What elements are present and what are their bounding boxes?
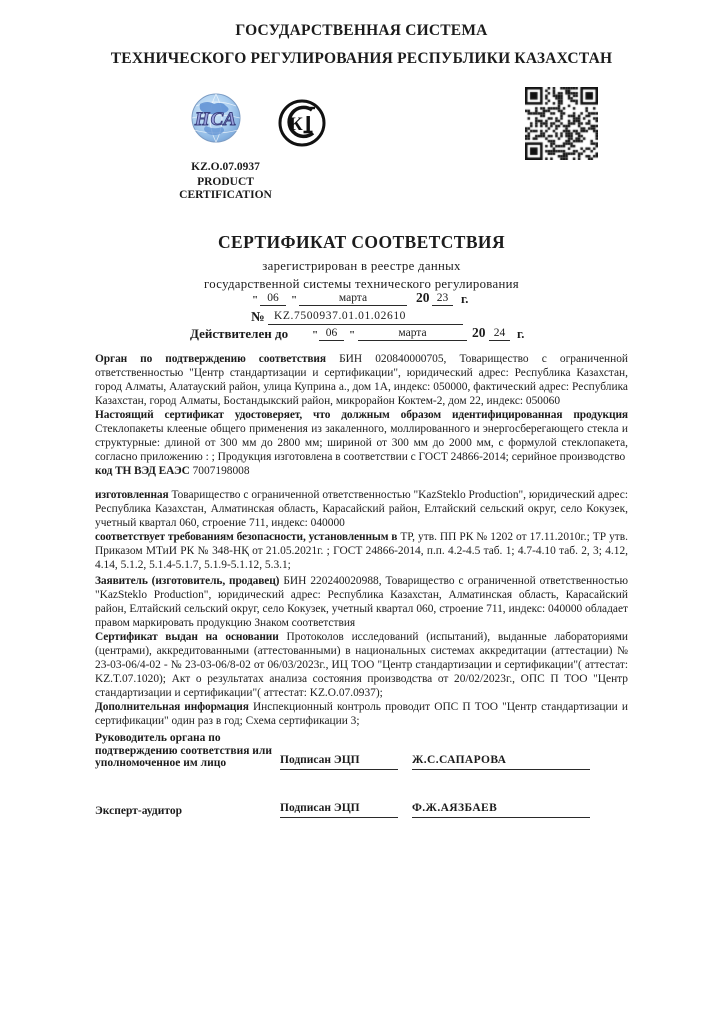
signer-name: Ф.Ж.АЯЗБАЕВ [412, 801, 590, 818]
certificate-subtitle-1: зарегистрирован в реестре данных [262, 259, 461, 273]
paragraph-lead: Настоящий сертификат удостоверяет, что должным образом идентифицированная продукция [95, 409, 628, 421]
paragraph-lead: Заявитель (изготовитель, продавец) [95, 575, 280, 587]
registration-century: 20 [416, 290, 430, 305]
validity-month: марта [358, 327, 467, 341]
paragraph-text: Товарищество с ограниченной ответственностью "KazSteklo Production", юридический адрес: Республика Казахстан, Алматинская область, Карасайский район, Елтайский сельский округ, село Кокузек, учетный квартал 060, строение 711, индекс: 040000 [95, 489, 628, 529]
validity-line [0, 326, 723, 346]
signer-role: Эксперт-аудитор [95, 805, 182, 817]
registration-date-line [0, 292, 723, 312]
open-quote: " [252, 294, 259, 306]
close-quote: " [291, 294, 298, 306]
header-line-2: ТЕХНИЧЕСКОГО РЕГУЛИРОВАНИЯ РЕСПУБЛИКИ КАЗАХСТАН [110, 50, 613, 67]
certificate-body [95, 352, 628, 818]
signature-row-head [95, 732, 628, 770]
paragraph-lead: код ТН ВЭД ЕАЭС [95, 465, 190, 477]
paragraph-lead: Орган по подтверждению соответствия [95, 353, 326, 365]
registration-day: 06 [260, 292, 286, 306]
signer-role: Руководитель органа по подтверждению соответствия или уполномоченное им лицо [95, 732, 272, 769]
validity-century: 20 [472, 325, 486, 340]
paragraph-text: Стеклопакеты клееные общего применения из закаленного, моллированного и энергосберегающего стекла и структурные: длиной от 300 мм до 2800 мм; шириной от 300 мм до 2000 мм, с формулой стеклопакета, согласно приложению : ; Продукция изготовлена в соответствии с ГОСТ 24866-2014; серийное производство [95, 423, 628, 463]
signed-ecp-label: Подписан ЭЦП [280, 753, 398, 770]
paragraph-text: Инспекционный контроль проводит ОПС П ТОО "Центр стандартизации и сертификации" один раз в год; Схема сертификации 3; [95, 701, 628, 727]
paragraph-certification-body [95, 352, 628, 408]
signed-ecp-label: Подписан ЭЦП [280, 801, 398, 818]
certificate-title: СЕРТИФИКАТ СООТВЕТСТВИЯ [218, 232, 505, 252]
kc-conformity-mark [276, 97, 328, 149]
paragraph-text: БИН 020840000705, Товарищество с ограниченной ответственностью "Центр стандартизации и сертификации", юридический адрес: Республика Казахстан, город Алматы, Алатауский район, улица Куприна а., дом 1А, индекс: 050000, фактический адрес: Республика Казахстан, город Алматы, Бостандыкский район, микрорайон Коктем-2, дом 22, индекс: 050060 [95, 353, 628, 407]
paragraph-text: Протоколов исследований (испытаний), выданные лабораториями (центрами), аккредитованными (аттестованными) в национальных системах аккредитации (аттестации) № 23-03-06/4-02 - № 23-03-06/8-02 от 06/03/2023г., ИЦ ТОО "Центр стандартизации и сертификации"( аттестат: KZ.T.07.1020); Акт о результатах анализа состояния производства от 20/02/2023г., ОПС П ТОО "Центр стандартизации и сертификации"( аттестат: KZ.O.07.0937); [95, 631, 628, 699]
paragraph-text: ТР, утв. ПП РК № 1202 от 17.11.2010г.; ТР утв. Приказом МТиИ РК № 348-НҚ от 21.05.2021г. ; ГОСТ 24866-2014, п.п. 4.2-4.5 таб. 1; 4.7-4.10 таб. 2, 3; 4.12, 4.14, 5.1.2, 5.1.4-5.1.7, 5.1.9-5.1.12, 5.3.1; [95, 531, 628, 571]
registration-month: марта [299, 292, 407, 306]
certificate-subtitle-2: государственной системы технического регулирования [204, 277, 519, 291]
open-quote: " [312, 329, 319, 341]
validity-year: 24 [489, 327, 510, 341]
signature-row-auditor [95, 801, 628, 818]
paragraph-lead: изготовленная [95, 489, 169, 501]
header-line-1: ГОСУДАРСТВЕННАЯ СИСТЕМА [235, 22, 488, 39]
paragraph-tnved-code [95, 464, 628, 478]
nca-globe-logo [186, 92, 246, 148]
number-label: № [251, 309, 265, 324]
paragraph-lead: Дополнительная информация [95, 701, 249, 713]
paragraph-text: БИН 220240020988, Товарищество с ограниченной ответственностью "KazSteklo Production", юридический адрес: Республика Казахстан, Алматинская область, Карасайский район, Елтайский сельский округ, село Кокузек, учетный квартал 060, строение 711, индекс: 040000 обладает правом маркировать продукцию Знаком соответствия [95, 575, 628, 629]
product-label-line1: PRODUCT [197, 176, 254, 188]
paragraph-lead: соответствует требованиям безопасности, установленным в [95, 531, 398, 543]
paragraph-manufacturer [95, 488, 628, 530]
paragraph-text: 7007198008 [192, 465, 250, 477]
paragraph-safety-requirements [95, 530, 628, 572]
qr-code [525, 87, 598, 160]
globe-letters: НСА [194, 109, 238, 130]
kc-letter: К [289, 114, 303, 135]
paragraph-lead: Сертификат выдан на основании [95, 631, 279, 643]
kc-mark-icon [276, 97, 328, 149]
close-quote: " [349, 329, 356, 341]
product-label-line2: CERTIFICATION [179, 189, 272, 201]
valid-until-label: Действителен до [190, 326, 289, 341]
product-certification-label [158, 176, 293, 202]
accreditation-number: KZ.O.07.0937 [191, 161, 260, 173]
registration-year-suffix: г. [461, 292, 469, 306]
signer-name: Ж.С.САПАРОВА [412, 753, 590, 770]
validity-year-suffix: г. [517, 327, 525, 341]
paragraph-additional-info [95, 700, 628, 728]
globe-icon [186, 92, 246, 148]
paragraph-applicant [95, 574, 628, 630]
paragraph-issued-basis [95, 630, 628, 700]
paragraph-product [95, 408, 628, 464]
validity-day: 06 [319, 327, 344, 341]
registration-year: 23 [432, 292, 453, 306]
certificate-number: KZ.7500937.01.01.02610 [268, 310, 463, 325]
